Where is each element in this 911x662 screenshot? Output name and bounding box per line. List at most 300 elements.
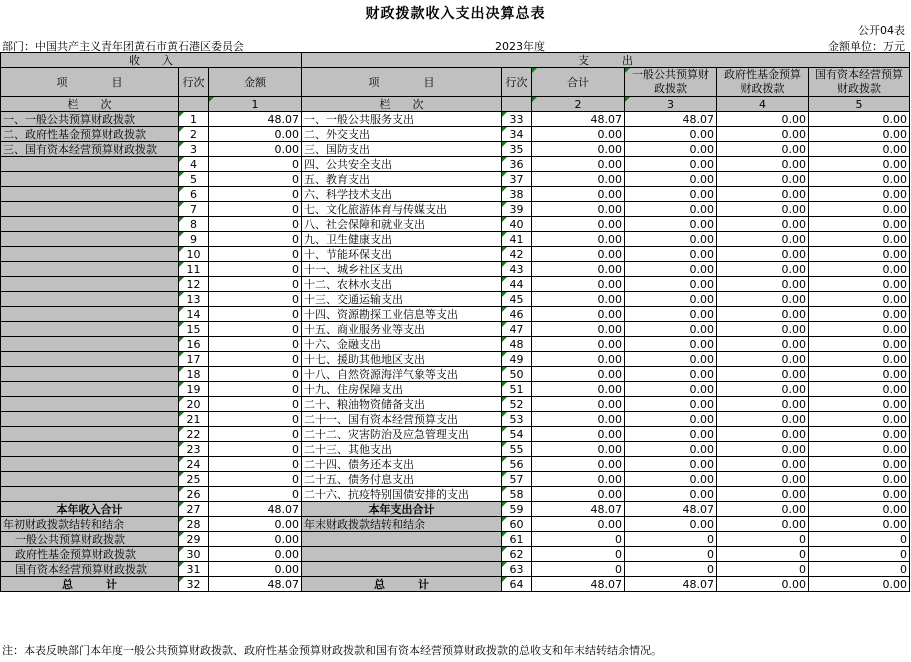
expense-fund: 0.00	[717, 322, 809, 337]
table-row	[1, 187, 910, 202]
expense-general: 0.00	[625, 442, 717, 457]
zero-cell: 0	[532, 562, 625, 577]
total-header: 合计	[532, 68, 625, 97]
income-item	[1, 307, 179, 322]
zero-cell: 0	[809, 532, 910, 547]
income-amount: 0	[209, 247, 302, 262]
expense-general: 0.00	[625, 427, 717, 442]
expense-total: 0.00	[532, 427, 625, 442]
zero-cell: 0	[809, 562, 910, 577]
row-number: 3	[179, 142, 209, 157]
expense-capital: 0.00	[809, 172, 910, 187]
expense-fund: 0.00	[717, 262, 809, 277]
expense-total: 0.00	[532, 367, 625, 382]
zero-cell: 0	[625, 532, 717, 547]
amount-unit: 金额单位：万元	[828, 40, 905, 53]
expense-capital: 0.00	[809, 397, 910, 412]
carry-sub-general: 一般公共预算财政拨款	[1, 532, 179, 547]
blank-cell	[179, 97, 209, 112]
row-number: 31	[179, 562, 209, 577]
expense-total: 0.00	[532, 157, 625, 172]
expense-total: 48.07	[532, 112, 625, 127]
expense-item: 十一、城乡社区支出	[302, 262, 502, 277]
row-number: 22	[179, 427, 209, 442]
table-row	[1, 277, 910, 292]
expense-capital: 0.00	[809, 367, 910, 382]
row-number: 1	[179, 112, 209, 127]
income-amount: 0	[209, 157, 302, 172]
income-item	[1, 457, 179, 472]
income-item	[1, 472, 179, 487]
expense-item: 五、教育支出	[302, 172, 502, 187]
expense-item: 十九、住房保障支出	[302, 382, 502, 397]
expense-fund: 0.00	[717, 412, 809, 427]
income-item	[1, 247, 179, 262]
expense-item: 一、一般公共服务支出	[302, 112, 502, 127]
department-label: 部门：中国共产主义青年团黄石市黄石港区委员会	[2, 40, 244, 53]
row-number: 29	[179, 532, 209, 547]
row-number: 39	[502, 202, 532, 217]
row-number: 63	[502, 562, 532, 577]
expense-general: 0.00	[625, 277, 717, 292]
income-item	[1, 187, 179, 202]
income-item	[1, 427, 179, 442]
grand-total-label-2: 总 计	[302, 577, 502, 592]
row-number: 13	[179, 292, 209, 307]
col-index-3: 3	[625, 97, 717, 112]
end-fund: 0.00	[717, 517, 809, 532]
expense-general: 0.00	[625, 142, 717, 157]
row-number: 58	[502, 487, 532, 502]
income-item-header: 项 目	[1, 68, 179, 97]
expense-item: 十八、自然资源海洋气象等支出	[302, 367, 502, 382]
grand-total-amount: 48.07	[209, 577, 302, 592]
expense-total: 0.00	[532, 277, 625, 292]
expense-item: 十、节能环保支出	[302, 247, 502, 262]
expense-fund: 0.00	[717, 337, 809, 352]
row-number: 34	[502, 127, 532, 142]
income-amount: 0	[209, 487, 302, 502]
carry-amount: 0.00	[209, 517, 302, 532]
expense-general: 0.00	[625, 412, 717, 427]
expense-general: 0.00	[625, 307, 717, 322]
table-row	[1, 307, 910, 322]
income-amount: 0	[209, 277, 302, 292]
income-amount: 0	[209, 337, 302, 352]
expense-total: 0.00	[532, 412, 625, 427]
expense-total: 0.00	[532, 352, 625, 367]
income-amount: 0	[209, 322, 302, 337]
expense-total: 0.00	[532, 217, 625, 232]
income-item	[1, 322, 179, 337]
budget-summary-table	[0, 52, 910, 592]
expense-general: 0.00	[625, 337, 717, 352]
table-row	[1, 382, 910, 397]
row-number: 30	[179, 547, 209, 562]
expense-item: 四、公共安全支出	[302, 157, 502, 172]
row-number: 12	[179, 277, 209, 292]
expense-general: 0.00	[625, 157, 717, 172]
row-number: 43	[502, 262, 532, 277]
blank-cell	[502, 97, 532, 112]
table-row	[1, 397, 910, 412]
general-budget-header: 一般公共预算财政拨款	[625, 68, 717, 97]
end-capital: 0.00	[809, 517, 910, 532]
row-number: 7	[179, 202, 209, 217]
expense-capital: 0.00	[809, 232, 910, 247]
income-item	[1, 277, 179, 292]
income-item	[1, 292, 179, 307]
row-number: 38	[502, 187, 532, 202]
row-number: 2	[179, 127, 209, 142]
income-amount: 0	[209, 352, 302, 367]
row-number: 37	[502, 172, 532, 187]
expense-general: 0.00	[625, 217, 717, 232]
expense-capital: 0.00	[809, 442, 910, 457]
income-amount: 0	[209, 397, 302, 412]
expense-general: 0.00	[625, 232, 717, 247]
row-number: 33	[502, 112, 532, 127]
row-number: 26	[179, 487, 209, 502]
row-number: 36	[502, 157, 532, 172]
expense-capital: 0.00	[809, 202, 910, 217]
expense-capital: 0.00	[809, 112, 910, 127]
lanci-label: 栏 次	[1, 97, 179, 112]
expense-item: 二十二、灾害防治及应急管理支出	[302, 427, 502, 442]
row-number: 4	[179, 157, 209, 172]
income-item	[1, 337, 179, 352]
zero-cell: 0	[717, 532, 809, 547]
expense-fund: 0.00	[717, 202, 809, 217]
income-item	[1, 352, 179, 367]
income-item	[1, 382, 179, 397]
expense-capital: 0.00	[809, 322, 910, 337]
carry-sub-capital: 国有资本经营预算财政拨款	[1, 562, 179, 577]
income-item	[1, 397, 179, 412]
row-number: 55	[502, 442, 532, 457]
row-number: 50	[502, 367, 532, 382]
end-balance-label: 年末财政拨款结转和结余	[302, 517, 502, 532]
expense-fund: 0.00	[717, 307, 809, 322]
income-item: 三、国有资本经营预算财政拨款	[1, 142, 179, 157]
expense-item: 十四、资源勘探工业信息等支出	[302, 307, 502, 322]
zero-cell: 0	[625, 562, 717, 577]
row-number: 52	[502, 397, 532, 412]
expense-total: 0.00	[532, 442, 625, 457]
gov-fund-header: 政府性基金预算财政拨款	[717, 68, 809, 97]
expense-total: 0.00	[532, 292, 625, 307]
table-row	[1, 127, 910, 142]
zero-cell: 0	[532, 532, 625, 547]
row-number: 23	[179, 442, 209, 457]
expense-capital: 0.00	[809, 157, 910, 172]
expense-fund: 0.00	[717, 427, 809, 442]
income-item	[1, 487, 179, 502]
expense-item: 二十六、抗疫特别国债安排的支出	[302, 487, 502, 502]
expense-capital: 0.00	[809, 472, 910, 487]
income-header: 收 入	[1, 53, 302, 68]
expense-header: 支 出	[302, 53, 910, 68]
income-row-no-header: 行次	[179, 68, 209, 97]
expense-item: 二十三、其他支出	[302, 442, 502, 457]
income-item	[1, 442, 179, 457]
expense-fund: 0.00	[717, 112, 809, 127]
row-number: 40	[502, 217, 532, 232]
row-number: 57	[502, 472, 532, 487]
grand-fund: 0.00	[717, 577, 809, 592]
expense-fund: 0.00	[717, 397, 809, 412]
table-row	[1, 337, 910, 352]
income-item	[1, 172, 179, 187]
row-number: 44	[502, 277, 532, 292]
table-row	[1, 292, 910, 307]
table-row	[1, 322, 910, 337]
expense-fund: 0.00	[717, 487, 809, 502]
table-row	[1, 232, 910, 247]
col-index-4: 4	[717, 97, 809, 112]
table-row	[1, 367, 910, 382]
expense-general: 0.00	[625, 322, 717, 337]
expense-general: 0.00	[625, 367, 717, 382]
grand-total: 48.07	[532, 577, 625, 592]
expense-total: 0.00	[532, 382, 625, 397]
zero-cell: 0	[625, 547, 717, 562]
expense-fund: 0.00	[717, 247, 809, 262]
row-number: 54	[502, 427, 532, 442]
row-number: 24	[179, 457, 209, 472]
income-item	[1, 262, 179, 277]
zero-cell: 0	[532, 547, 625, 562]
table-row	[1, 442, 910, 457]
expense-capital: 0.00	[809, 427, 910, 442]
expense-general: 0.00	[625, 127, 717, 142]
expense-general: 0.00	[625, 172, 717, 187]
expense-total: 0.00	[532, 457, 625, 472]
expense-fund: 0.00	[717, 502, 809, 517]
zero-cell: 0	[809, 547, 910, 562]
income-amount: 0	[209, 307, 302, 322]
expense-capital: 0.00	[809, 292, 910, 307]
table-row	[1, 472, 910, 487]
table-row	[1, 427, 910, 442]
blank-cell	[302, 532, 502, 547]
expense-total: 0.00	[532, 262, 625, 277]
expense-capital: 0.00	[809, 382, 910, 397]
expense-total-label: 本年支出合计	[302, 502, 502, 517]
expense-total: 0.00	[532, 397, 625, 412]
col-index-1: 1	[209, 97, 302, 112]
row-number: 11	[179, 262, 209, 277]
report-title: 财政拨款收入支出决算总表	[365, 6, 546, 22]
income-item	[1, 217, 179, 232]
expense-item: 七、文化旅游体育与传媒支出	[302, 202, 502, 217]
income-amount: 0	[209, 202, 302, 217]
expense-total: 0.00	[532, 247, 625, 262]
income-amount: 0	[209, 232, 302, 247]
expense-total: 0.00	[532, 487, 625, 502]
expense-fund: 0.00	[717, 442, 809, 457]
row-number: 17	[179, 352, 209, 367]
carry-sub-fund: 政府性基金预算财政拨款	[1, 547, 179, 562]
expense-total: 0.00	[532, 172, 625, 187]
expense-fund: 0.00	[717, 127, 809, 142]
row-number: 46	[502, 307, 532, 322]
expense-item: 十五、商业服务业等支出	[302, 322, 502, 337]
row-number: 25	[179, 472, 209, 487]
row-number: 5	[179, 172, 209, 187]
income-amount: 0	[209, 367, 302, 382]
income-amount: 0	[209, 457, 302, 472]
expense-capital: 0.00	[809, 337, 910, 352]
expense-fund: 0.00	[717, 187, 809, 202]
income-item	[1, 367, 179, 382]
expense-general: 0.00	[625, 262, 717, 277]
income-amount: 0	[209, 442, 302, 457]
footnote: 注：本表反映部门本年度一般公共预算财政拨款、政府性基金预算财政拨款和国有资本经营预算财政拨款的总收支和年末结转结余情况。	[2, 644, 662, 657]
expense-item: 十六、金融支出	[302, 337, 502, 352]
income-item: 二、政府性基金预算财政拨款	[1, 127, 179, 142]
table-row	[1, 247, 910, 262]
expense-capital: 0.00	[809, 262, 910, 277]
expense-item: 十三、交通运输支出	[302, 292, 502, 307]
income-amount: 0.00	[209, 127, 302, 142]
expense-item: 九、卫生健康支出	[302, 232, 502, 247]
income-amount: 0	[209, 427, 302, 442]
expense-capital: 0.00	[809, 217, 910, 232]
expense-fund: 0.00	[717, 172, 809, 187]
expense-item: 十七、援助其他地区支出	[302, 352, 502, 367]
row-number: 62	[502, 547, 532, 562]
form-number: 公开04表	[858, 24, 905, 37]
expense-capital: 0.00	[809, 247, 910, 262]
row-number: 27	[179, 502, 209, 517]
income-amount: 0.00	[209, 142, 302, 157]
income-total-amount: 48.07	[209, 502, 302, 517]
expense-item: 十二、农林水支出	[302, 277, 502, 292]
expense-capital: 0.00	[809, 412, 910, 427]
end-total: 0.00	[532, 517, 625, 532]
income-amount: 0	[209, 172, 302, 187]
row-number: 60	[502, 517, 532, 532]
expense-total: 48.07	[532, 502, 625, 517]
expense-fund: 0.00	[717, 232, 809, 247]
expense-item-header: 项 目	[302, 68, 502, 97]
expense-total: 0.00	[532, 187, 625, 202]
table-row	[1, 217, 910, 232]
row-number: 42	[502, 247, 532, 262]
income-amount: 0	[209, 472, 302, 487]
expense-general: 0.00	[625, 397, 717, 412]
expense-fund: 0.00	[717, 157, 809, 172]
expense-item: 八、社会保障和就业支出	[302, 217, 502, 232]
expense-item: 二十、粮油物资储备支出	[302, 397, 502, 412]
expense-general: 0.00	[625, 457, 717, 472]
row-number: 48	[502, 337, 532, 352]
carry-sub-fund-amount: 0.00	[209, 547, 302, 562]
row-number: 14	[179, 307, 209, 322]
expense-general: 48.07	[625, 112, 717, 127]
expense-item: 三、国防支出	[302, 142, 502, 157]
expense-total: 0.00	[532, 472, 625, 487]
grand-general: 48.07	[625, 577, 717, 592]
zero-cell: 0	[717, 562, 809, 577]
fiscal-year: 2023年度	[495, 40, 545, 53]
table-row	[1, 412, 910, 427]
blank-cell	[302, 562, 502, 577]
expense-fund: 0.00	[717, 472, 809, 487]
row-number: 19	[179, 382, 209, 397]
income-amount: 0	[209, 262, 302, 277]
expense-total: 0.00	[532, 322, 625, 337]
row-number: 41	[502, 232, 532, 247]
expense-general: 0.00	[625, 382, 717, 397]
lanci-label-2: 栏 次	[302, 97, 502, 112]
row-number: 16	[179, 337, 209, 352]
expense-total: 0.00	[532, 337, 625, 352]
expense-item: 二十一、国有资本经营预算支出	[302, 412, 502, 427]
state-capital-header: 国有资本经营预算财政拨款	[809, 68, 910, 97]
income-amount-header: 金额	[209, 68, 302, 97]
expense-fund: 0.00	[717, 457, 809, 472]
expense-fund: 0.00	[717, 277, 809, 292]
expense-fund: 0.00	[717, 217, 809, 232]
row-number: 32	[179, 577, 209, 592]
income-item	[1, 157, 179, 172]
expense-total: 0.00	[532, 127, 625, 142]
expense-total: 0.00	[532, 307, 625, 322]
expense-fund: 0.00	[717, 382, 809, 397]
table-row	[1, 172, 910, 187]
expense-fund: 0.00	[717, 352, 809, 367]
row-number: 10	[179, 247, 209, 262]
income-amount: 0	[209, 292, 302, 307]
table-row	[1, 457, 910, 472]
table-row	[1, 262, 910, 277]
zero-cell: 0	[717, 547, 809, 562]
row-number: 61	[502, 532, 532, 547]
row-number: 28	[179, 517, 209, 532]
row-number: 9	[179, 232, 209, 247]
income-amount: 0	[209, 382, 302, 397]
expense-capital: 0.00	[809, 142, 910, 157]
expense-item: 二十五、债务付息支出	[302, 472, 502, 487]
income-amount: 0	[209, 217, 302, 232]
row-number: 6	[179, 187, 209, 202]
table-row	[1, 142, 910, 157]
income-item	[1, 232, 179, 247]
grand-capital: 0.00	[809, 577, 910, 592]
row-number: 56	[502, 457, 532, 472]
row-number: 8	[179, 217, 209, 232]
expense-fund: 0.00	[717, 142, 809, 157]
table-row	[1, 487, 910, 502]
carry-sub-general-amount: 0.00	[209, 532, 302, 547]
row-number: 53	[502, 412, 532, 427]
expense-general: 0.00	[625, 352, 717, 367]
table-row	[1, 352, 910, 367]
expense-general: 0.00	[625, 472, 717, 487]
expense-capital: 0.00	[809, 457, 910, 472]
expense-capital: 0.00	[809, 277, 910, 292]
row-number: 47	[502, 322, 532, 337]
carry-sub-capital-amount: 0.00	[209, 562, 302, 577]
row-number: 35	[502, 142, 532, 157]
expense-row-no-header: 行次	[502, 68, 532, 97]
row-number: 20	[179, 397, 209, 412]
row-number: 45	[502, 292, 532, 307]
expense-item: 六、科学技术支出	[302, 187, 502, 202]
expense-capital: 0.00	[809, 487, 910, 502]
